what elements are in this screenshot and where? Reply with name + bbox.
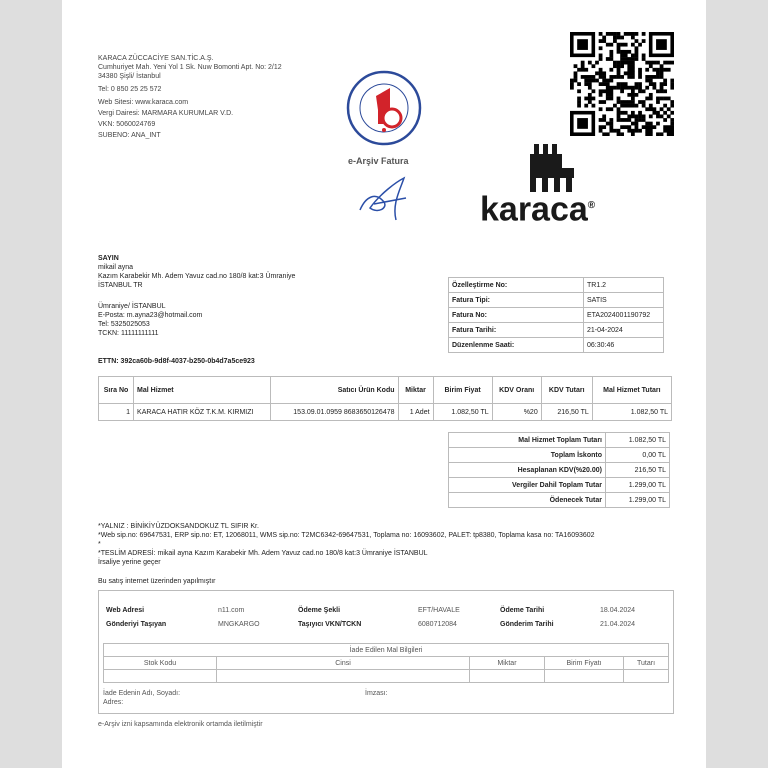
seller-line: KARACA ZÜCCACİYE SAN.TİC.A.Ş. — [98, 55, 214, 62]
cell — [470, 670, 545, 683]
total-value: 216,50 TL — [606, 463, 670, 478]
seal-label: e-Arşiv Fatura — [348, 156, 409, 166]
seller-line: Vergi Dairesi: MARMARA KURUMLAR V.D. — [98, 110, 234, 117]
buyer-line: E-Posta: m.ayna23@hotmail.com — [98, 312, 203, 319]
note-line: * — [98, 541, 101, 548]
payment-value: n11.com — [218, 606, 245, 614]
meta-value: 06:30:46 — [584, 338, 664, 353]
items-table — [98, 376, 672, 421]
meta-value: 21-04-2024 — [584, 323, 664, 338]
payment-key: Ödeme Şekli — [298, 606, 341, 614]
column-header: Cinsi — [217, 657, 470, 670]
footer-note: e-Arşiv izni kapsamında elektronik ortamda iletilmiştir — [98, 721, 263, 728]
meta-value: ETA2024001190792 — [584, 308, 664, 323]
cell: 216,50 TL — [541, 404, 592, 421]
column-header: Birim Fiyatı — [545, 657, 624, 670]
buyer-line — [98, 290, 295, 302]
payment-value: MNGKARGO — [218, 620, 260, 628]
total-row — [449, 493, 670, 508]
meta-value: TR1.2 — [584, 278, 664, 293]
cell: %20 — [492, 404, 541, 421]
cell: 1.082,50 TL — [592, 404, 671, 421]
brand-logo — [480, 188, 595, 227]
buyer-line: Tel: 5325025053 — [98, 321, 150, 328]
note-line: *Web sip.no: 69647531, ERP sip.no: ET, 12068011, WMS sip.no: T2MC6342-69647531, Toplama no: 16093602, PALET: tp8380, Toplama kasa no: TA16093602 — [98, 532, 595, 539]
payment-table — [103, 603, 638, 631]
items-header-row — [99, 377, 672, 404]
signature-icon — [356, 174, 414, 224]
return-title-row — [104, 644, 669, 657]
column-header: Mal Hizmet — [134, 377, 271, 404]
internet-sale-note: Bu satış internet üzerinden yapılmıştır — [98, 578, 216, 585]
column-header: Miktar — [398, 377, 433, 404]
buyer-line: TCKN: 11111111111 — [98, 330, 159, 337]
payment-key: Taşıyıcı VKN/TCKN — [298, 620, 362, 628]
payment-key: Gönderiyi Taşıyan — [106, 620, 167, 628]
cell — [624, 670, 669, 683]
invoice-page — [62, 0, 706, 768]
seller-line: SUBENO: ANA_INT — [98, 132, 161, 139]
karaca-deer-logo-icon — [530, 144, 574, 192]
total-key: Vergiler Dahil Toplam Tutar — [449, 478, 606, 493]
meta-key: Fatura No: — [449, 308, 584, 323]
seller-line: VKN: 5060024769 — [98, 121, 156, 128]
return-address-label: Adres: — [103, 699, 124, 706]
column-header: Birim Fiyat — [433, 377, 492, 404]
return-table — [103, 643, 669, 683]
column-header: Miktar — [470, 657, 545, 670]
total-value: 1.299,00 TL — [606, 493, 670, 508]
payment-value: 21.04.2024 — [600, 620, 636, 628]
total-value: 1.082,50 TL — [606, 433, 670, 448]
brand-registered-mark: ® — [587, 200, 596, 211]
table-row — [99, 404, 672, 421]
buyer-line: Kazım Karabekir Mh. Adem Yavuz cad.no 180/8 kat:3 Ümraniye — [98, 273, 296, 280]
total-row — [449, 448, 670, 463]
ministry-seal-icon — [346, 70, 422, 146]
invoice-notes — [98, 522, 595, 567]
qr-code-icon — [570, 32, 674, 136]
seller-info — [98, 54, 282, 140]
return-header-row — [104, 657, 669, 670]
note-line: *YALNIZ : BİNİKİYÜZDOKSANDOKUZ TL SIFIR Kr. — [98, 523, 259, 530]
buyer-info — [98, 254, 295, 338]
column-header: Tutarı — [624, 657, 669, 670]
column-header: Sıra No — [99, 377, 134, 404]
total-value: 0,00 TL — [606, 448, 670, 463]
payment-key: Gönderim Tarihi — [500, 620, 554, 628]
column-header: Mal Hizmet Tutarı — [592, 377, 671, 404]
meta-key: Fatura Tipi: — [449, 293, 584, 308]
column-header: KDV Tutarı — [541, 377, 592, 404]
meta-row — [449, 278, 664, 293]
payment-key: Web Adresi — [106, 606, 145, 614]
buyer-line: mikail ayna — [98, 264, 134, 271]
seller-line: 34380 Şişli/ İstanbul — [98, 73, 161, 80]
payment-value: 18.04.2024 — [600, 606, 636, 614]
cell: 1.082,50 TL — [433, 404, 492, 421]
brand-name: karaca — [480, 190, 588, 229]
cell: KARACA HATIR KÖZ T.K.M. KIRMIZI — [134, 404, 271, 421]
meta-row — [449, 323, 664, 338]
meta-key: Düzenlenme Saati: — [449, 338, 584, 353]
column-header: Satıcı Ürün Kodu — [271, 377, 398, 404]
meta-key: Fatura Tarihi: — [449, 323, 584, 338]
total-row — [449, 433, 670, 448]
meta-row — [449, 293, 664, 308]
cell — [545, 670, 624, 683]
buyer-line: SAYIN — [98, 255, 119, 262]
cell: 1 — [99, 404, 134, 421]
payment-value: EFT/HAVALE — [418, 606, 460, 614]
meta-key: Özelleştirme No: — [449, 278, 584, 293]
payment-info-box — [98, 590, 674, 714]
note-line: İrsaliye yerine geçer — [98, 559, 161, 566]
total-key: Hesaplanan KDV(%20.00) — [449, 463, 606, 478]
total-key: Ödenecek Tutar — [449, 493, 606, 508]
return-signature-label: İmzası: — [365, 690, 388, 697]
payment-row — [103, 617, 638, 631]
return-title: İade Edilen Mal Bilgileri — [104, 644, 669, 657]
buyer-line: Ümraniye/ İSTANBUL — [98, 303, 166, 310]
seller-line: Tel: 0 850 25 25 572 — [98, 86, 162, 93]
total-row — [449, 478, 670, 493]
totals-table — [448, 432, 670, 508]
total-row — [449, 463, 670, 478]
total-value: 1.299,00 TL — [606, 478, 670, 493]
return-empty-row — [104, 670, 669, 683]
column-header: Stok Kodu — [104, 657, 217, 670]
meta-row — [449, 338, 664, 353]
payment-row — [103, 603, 638, 617]
meta-value: SATIS — [584, 293, 664, 308]
cell: 153.09.01.0959 8683650126478 — [271, 404, 398, 421]
cell — [217, 670, 470, 683]
meta-row — [449, 308, 664, 323]
payment-value: 6080712084 — [418, 620, 457, 628]
cell — [104, 670, 217, 683]
ettn: ETTN: 392ca60b-9d8f-4037-b250-0b4d7a5ce923 — [98, 358, 255, 365]
total-key: Toplam İskonto — [449, 448, 606, 463]
buyer-line: İSTANBUL TR — [98, 282, 143, 289]
seller-line: Cumhuriyet Mah. Yeni Yol 1 Sk. Nuw Bomonti Apt. No: 2/12 — [98, 64, 282, 71]
seller-line: Web Sitesi: www.karaca.com — [98, 99, 189, 106]
cell: 1 Adet — [398, 404, 433, 421]
return-name-label: İade Edenin Adı, Soyadı: — [103, 690, 181, 697]
invoice-meta-table — [448, 277, 664, 353]
payment-key: Ödeme Tarihi — [500, 606, 545, 614]
column-header: KDV Oranı — [492, 377, 541, 404]
note-line: *TESLİM ADRESİ: mikail ayna Kazım Karabekir Mh. Adem Yavuz cad.no 180/8 kat:3 Ümraniye İSTANBUL — [98, 550, 428, 557]
total-key: Mal Hizmet Toplam Tutarı — [449, 433, 606, 448]
